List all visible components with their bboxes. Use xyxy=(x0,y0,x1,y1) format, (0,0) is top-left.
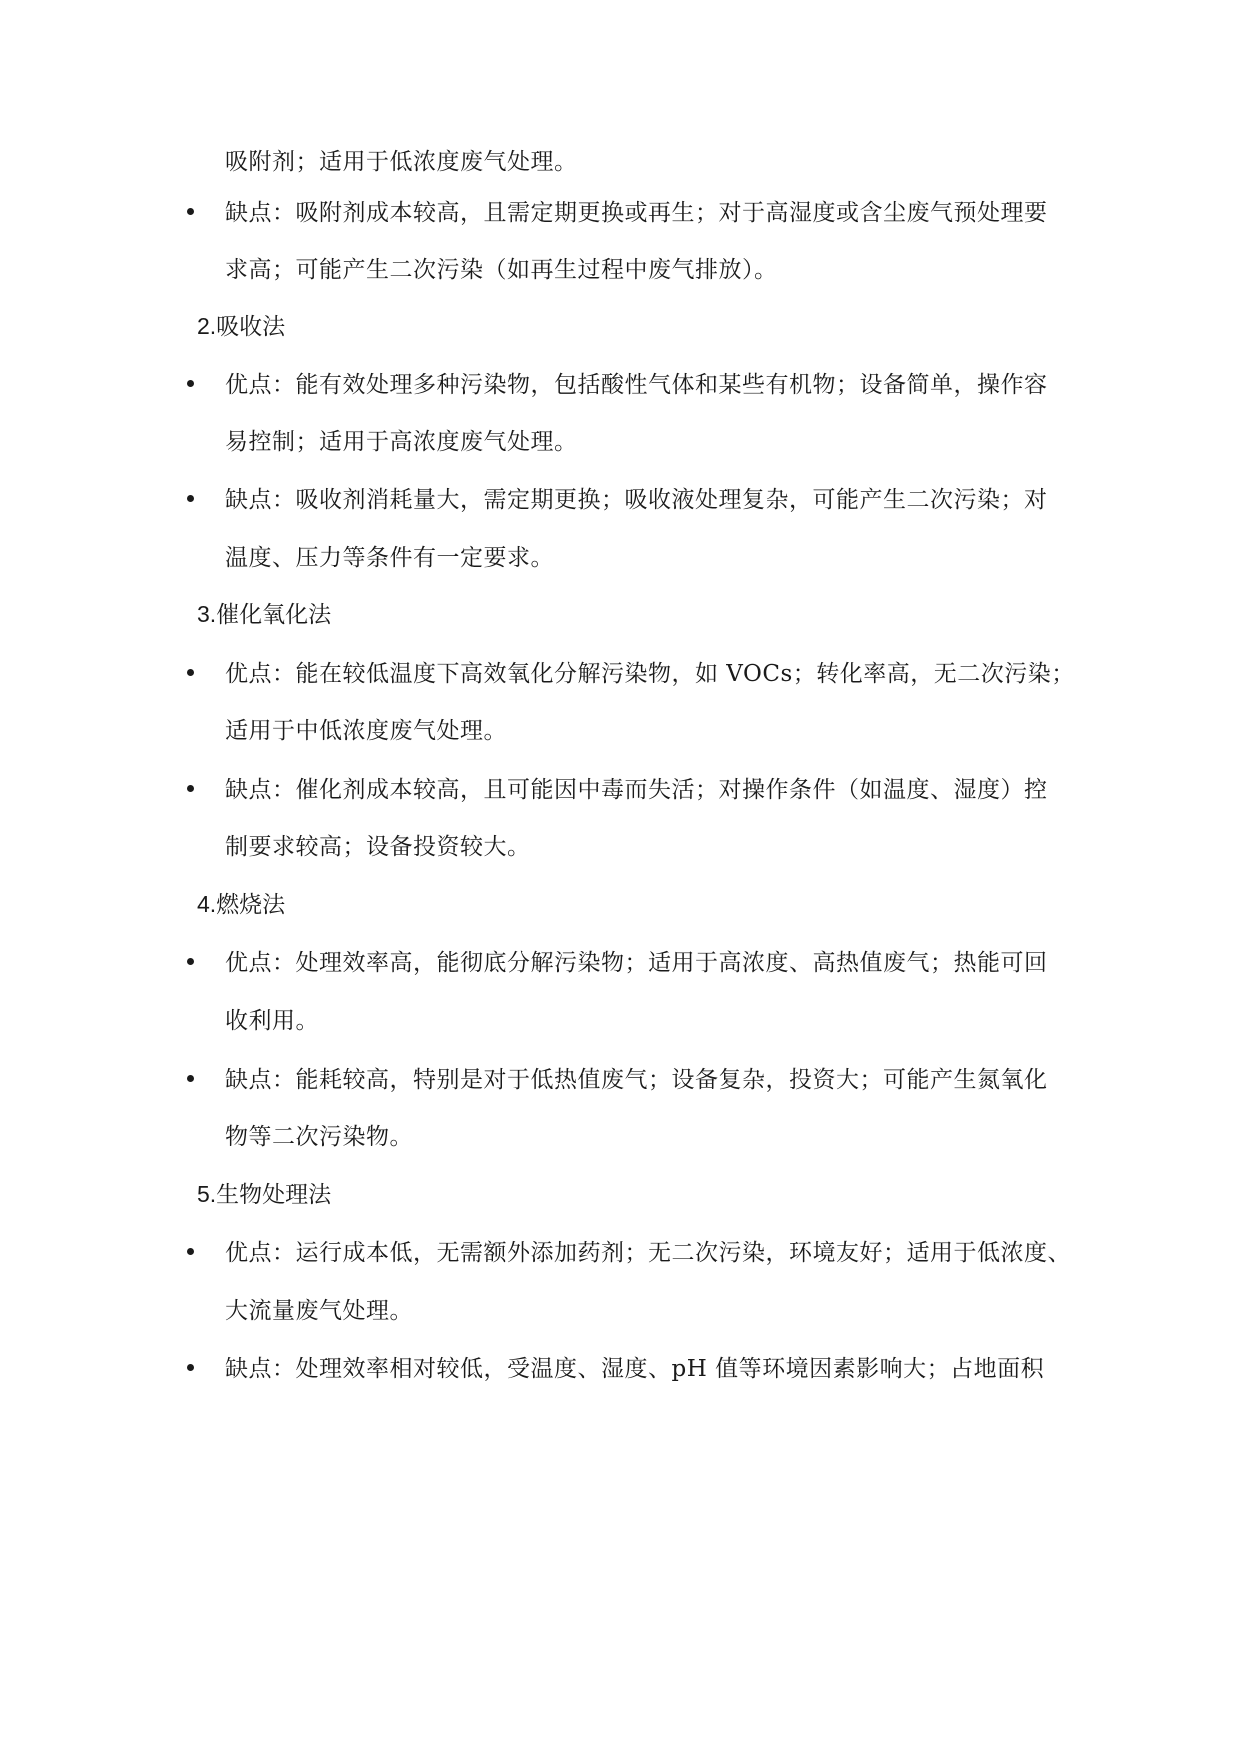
pros-line: 优点：能在较低温度下高效氧化分解污染物，如 VOCs；转化率高，无二次污染； xyxy=(225,661,1075,687)
bullet-icon xyxy=(187,785,194,792)
bullet-icon xyxy=(187,1364,194,1371)
bullet-icon xyxy=(187,380,194,387)
pros-line: 收利用。 xyxy=(225,1008,319,1034)
pros-line: 大流量废气处理。 xyxy=(225,1298,413,1324)
pros-line: 适用于中低浓度废气处理。 xyxy=(225,718,507,744)
cons-line: 缺点：吸收剂消耗量大，需定期更换；吸收液处理复杂，可能产生二次污染；对 xyxy=(225,487,1048,513)
bullet-icon xyxy=(187,208,194,215)
cons-line: 求高；可能产生二次污染（如再生过程中废气排放）。 xyxy=(225,257,778,283)
bullet-icon xyxy=(187,669,194,676)
section-heading: 3.催化氧化法 xyxy=(197,601,332,627)
cons-line: 制要求较高；设备投资较大。 xyxy=(225,834,531,860)
cons-line: 缺点：能耗较高，特别是对于低热值废气；设备复杂，投资大；可能产生氮氧化 xyxy=(225,1067,1048,1093)
section-heading: 2.吸收法 xyxy=(197,313,286,339)
cons-line: 物等二次污染物。 xyxy=(225,1124,413,1150)
cons-line: 缺点：处理效率相对较低，受温度、湿度、pH 值等环境因素影响大；占地面积 xyxy=(225,1356,1045,1382)
bullet-icon xyxy=(187,1248,194,1255)
bullet-icon xyxy=(187,958,194,965)
pros-line: 优点：运行成本低，无需额外添加药剂；无二次污染，环境友好；适用于低浓度、 xyxy=(225,1240,1071,1266)
bullet-icon xyxy=(187,495,194,502)
section-heading: 4.燃烧法 xyxy=(197,891,286,917)
pros-line: 易控制；适用于高浓度废气处理。 xyxy=(225,429,578,455)
cons-line: 缺点：吸附剂成本较高，且需定期更换或再生；对于高湿度或含尘废气预处理要 xyxy=(225,200,1048,226)
cons-line: 温度、压力等条件有一定要求。 xyxy=(225,545,554,571)
pros-line: 优点：处理效率高，能彻底分解污染物；适用于高浓度、高热值废气；热能可回 xyxy=(225,950,1048,976)
paragraph-line: 吸附剂；适用于低浓度废气处理。 xyxy=(225,149,578,175)
section-heading: 5.生物处理法 xyxy=(197,1181,332,1207)
bullet-icon xyxy=(187,1075,194,1082)
pros-line: 优点：能有效处理多种污染物，包括酸性气体和某些有机物；设备简单，操作容 xyxy=(225,372,1048,398)
cons-line: 缺点：催化剂成本较高，且可能因中毒而失活；对操作条件（如温度、湿度）控 xyxy=(225,777,1048,803)
